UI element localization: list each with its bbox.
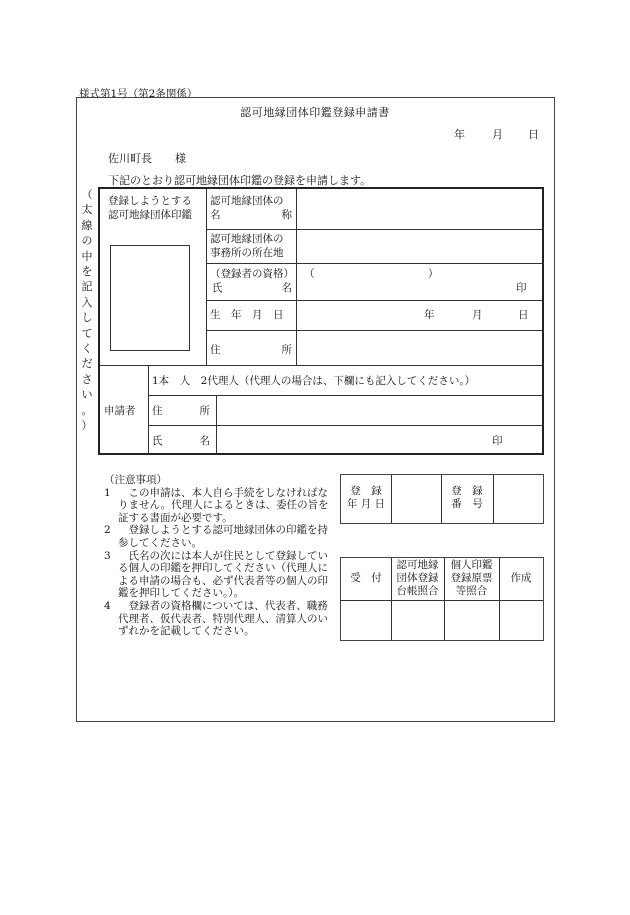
note-item: 2 登録しようとする認可地縁団体の印鑑を持参してください。 xyxy=(104,524,328,549)
residence-label: 住 所 xyxy=(210,344,292,356)
intro-text: 下記のとおり認可地縁団体印鑑の登録を申請します。 xyxy=(108,174,372,187)
note-item: 1 この申請は、本人自ら手続をしなければなりません。代理人によるときは、委任の旨を証する書面が必要です。 xyxy=(104,486,329,524)
notes-section xyxy=(104,474,336,638)
applicant-address-label: 住 所 xyxy=(152,405,210,417)
applicant-type: 1本 人 2代理人（代理人の場合は、下欄にも記入してください。） xyxy=(152,375,476,387)
group-name-field[interactable] xyxy=(298,191,542,227)
receipt-label: 受 付 xyxy=(350,572,382,584)
office-address-label: 認可地縁団体の 事務所の所在地 xyxy=(210,233,284,259)
form-number-label: 様式第1号（第2条関係） xyxy=(79,88,198,100)
registrant-qualification-field[interactable] xyxy=(312,265,424,281)
registration-date-label: 登 録 年 月 日 xyxy=(346,485,386,510)
seal-label: 登録しようとする 認可地縁団体印鑑 xyxy=(108,195,192,221)
office-use-table xyxy=(340,557,544,641)
registration-number-label: 登 録 番 号 xyxy=(451,485,483,510)
birth-year-label: 年 xyxy=(424,309,435,321)
seal-impression-box[interactable] xyxy=(110,245,190,351)
registrant-seal-mark: 印 xyxy=(516,282,527,294)
addressee-honorific: 様 xyxy=(175,152,186,165)
registrant-label: （登録者の資格） 氏 名 xyxy=(210,268,294,294)
birth-day-label: 日 xyxy=(518,309,529,321)
note-item: 4 登録者の資格欄については、代表者、職務代理者、仮代表者、特別代理人、清算人のいずれかを記載してください。 xyxy=(104,599,328,638)
applicant-name-label: 氏 名 xyxy=(152,435,210,447)
date-year: 年 xyxy=(454,128,465,141)
office-address-field[interactable] xyxy=(298,231,542,261)
applicant-label: 申請者 xyxy=(104,405,136,417)
document-title: 認可地縁団体印鑑登録申請書 xyxy=(240,106,390,119)
birth-month-label: 月 xyxy=(472,309,483,321)
group-name-label: 認可地縁団体の 名 称 xyxy=(210,195,292,221)
side-instruction: （ 太 線 の 中 を 記 入 し て く だ さ い 。 ） xyxy=(81,188,93,433)
qualification-close: ） xyxy=(428,268,439,280)
registration-info-table xyxy=(340,474,544,524)
application-table xyxy=(98,187,544,455)
seal-record-check-label: 個人印鑑 登録原票 等照合 xyxy=(450,559,493,597)
qualification-open: （ xyxy=(304,268,315,280)
applicant-address-field[interactable] xyxy=(218,397,542,423)
residence-field[interactable] xyxy=(298,332,542,363)
date-day: 日 xyxy=(528,128,539,141)
birthdate-label: 生 年 月 日 xyxy=(210,309,284,321)
addressee: 佐川町長 xyxy=(108,152,152,165)
date-month: 月 xyxy=(492,128,503,141)
notes-heading: （注意事項） xyxy=(104,474,167,486)
applicant-seal-mark: 印 xyxy=(492,435,503,447)
note-item: 3 氏名の次には本人が住民として登録している個人の印鑑を押印してください（代理人による申請の場合も、必ず代表者等の個人の印鑑を押印してください。）。 xyxy=(104,549,328,600)
ledger-check-label: 認可地縁 団体登録 台帳照合 xyxy=(396,559,439,597)
creation-label: 作成 xyxy=(510,572,532,584)
